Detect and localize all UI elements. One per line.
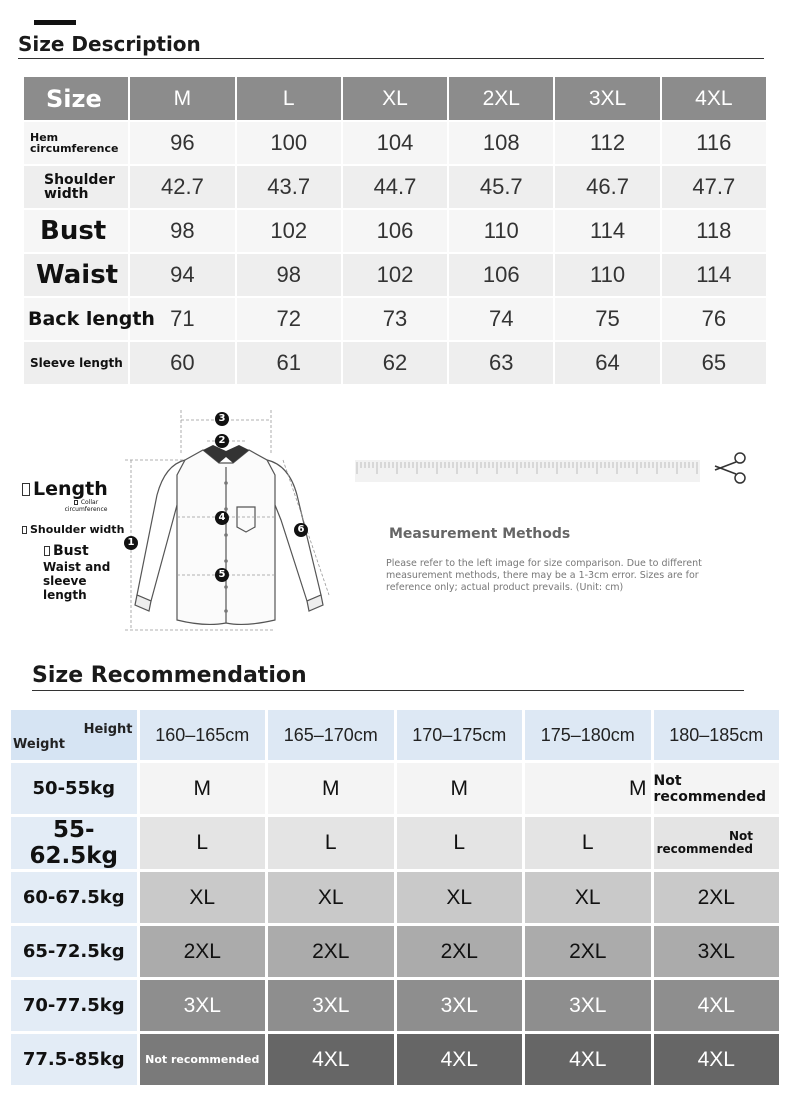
table-cell: 44.7 — [343, 166, 447, 208]
recommendation-cell: XL — [268, 872, 394, 923]
size-recommendation-title: Size Recommendation — [32, 663, 307, 688]
recommendation-cell: M — [525, 763, 651, 814]
marker-5: 5 — [215, 568, 229, 582]
recommendation-cell: 3XL — [397, 980, 523, 1031]
table-row — [24, 166, 766, 208]
size-col-header: L — [237, 77, 341, 120]
table-row — [24, 342, 766, 384]
table-cell: 110 — [555, 254, 659, 296]
table-cell: 61 — [237, 342, 341, 384]
table-cell: 104 — [343, 122, 447, 164]
corner-weight-label: Weight — [13, 737, 65, 752]
row-header-hem: Hem circumference — [24, 122, 128, 164]
legend-collar: Collar circumference — [64, 499, 108, 513]
table-cell: 118 — [662, 210, 766, 252]
table-cell: 106 — [343, 210, 447, 252]
table-row — [24, 254, 766, 296]
recommendation-cell: 2XL — [525, 926, 651, 977]
weight-row-header: 50-55kg — [11, 763, 137, 814]
measurement-methods-text: Please refer to the left image for size comparison. Due to different measurement methods, there may be a 1-3cm error. Sizes are for reference only; actual product prevails. (Unit: cm) — [386, 558, 702, 593]
table-row — [11, 926, 779, 977]
row-header-sleeve: Sleeve length — [24, 342, 128, 384]
marker-6: 6 — [294, 523, 308, 537]
table-cell: 63 — [449, 342, 553, 384]
legend-box-icon — [74, 500, 78, 505]
recommendation-cell: 3XL — [525, 980, 651, 1031]
height-col-header: 160–165cm — [140, 710, 266, 760]
table-cell: 114 — [555, 210, 659, 252]
marker-4: 4 — [215, 511, 229, 525]
corner-height-label: Height — [83, 722, 133, 737]
recommendation-cell: XL — [397, 872, 523, 923]
table-cell: 72 — [237, 298, 341, 340]
table-cell: 42.7 — [130, 166, 234, 208]
recommendation-cell: Not recommended — [654, 763, 780, 814]
row-header-shoulder: Shoulder width — [24, 166, 128, 208]
height-col-header: 170–175cm — [397, 710, 523, 760]
table-cell: 108 — [449, 122, 553, 164]
table-cell: 116 — [662, 122, 766, 164]
size-col-header: 2XL — [449, 77, 553, 120]
table-cell: 110 — [449, 210, 553, 252]
table-cell: 64 — [555, 342, 659, 384]
table-cell: 71 — [130, 298, 234, 340]
size-recommendation-table — [8, 707, 782, 1088]
size-col-header: M — [130, 77, 234, 120]
legend-box-icon — [22, 483, 30, 496]
legend-waist-sleeve: Waist and sleeve length — [43, 560, 111, 602]
recommendation-cell: 4XL — [268, 1034, 394, 1085]
marker-2: 2 — [215, 434, 229, 448]
left-cuff-shape — [135, 595, 151, 611]
decorative-bar — [34, 20, 76, 25]
recommendation-cell: 2XL — [654, 872, 780, 923]
recommendation-cell: 4XL — [397, 1034, 523, 1085]
legend-length: Length — [22, 478, 108, 500]
recommendation-cell: 4XL — [525, 1034, 651, 1085]
tape-body — [355, 460, 700, 482]
measurement-methods-title: Measurement Methods — [389, 526, 571, 542]
legend-shoulder: Shoulder width — [22, 523, 124, 536]
table-cell: 45.7 — [449, 166, 553, 208]
table-cell: 100 — [237, 122, 341, 164]
table-cell: 73 — [343, 298, 447, 340]
table-cell: 114 — [662, 254, 766, 296]
recommendation-cell: XL — [140, 872, 266, 923]
recommendation-cell: Not recommended — [654, 817, 780, 869]
recommendation-cell: Not recommended — [140, 1034, 266, 1085]
recommendation-cell: 3XL — [268, 980, 394, 1031]
table-cell: 46.7 — [555, 166, 659, 208]
table-cell: 98 — [130, 210, 234, 252]
table-row — [11, 1034, 779, 1085]
table-cell: 43.7 — [237, 166, 341, 208]
height-header-row — [11, 710, 779, 760]
table-cell: 76 — [662, 298, 766, 340]
table-cell: 65 — [662, 342, 766, 384]
recommendation-cell: 2XL — [397, 926, 523, 977]
weight-row-header: 70-77.5kg — [11, 980, 137, 1031]
table-cell: 112 — [555, 122, 659, 164]
height-col-header: 165–170cm — [268, 710, 394, 760]
recommendation-cell: 4XL — [654, 1034, 780, 1085]
row-header-waist: Waist — [24, 254, 128, 296]
size-description-table — [22, 75, 768, 386]
legend-box-icon — [44, 546, 50, 556]
table-row — [11, 980, 779, 1031]
recommendation-cell: 2XL — [268, 926, 394, 977]
table-cell: 74 — [449, 298, 553, 340]
recommendation-cell: 2XL — [140, 926, 266, 977]
table-cell: 62 — [343, 342, 447, 384]
size-header-label: Size — [24, 77, 128, 120]
row-header-bust: Bust — [24, 210, 128, 252]
size-col-header: 4XL — [662, 77, 766, 120]
table-cell: 102 — [237, 210, 341, 252]
title-underline — [18, 58, 764, 59]
recommendation-cell: 4XL — [654, 980, 780, 1031]
legend-bust: Bust — [44, 543, 89, 559]
size-col-header: 3XL — [555, 77, 659, 120]
height-col-header: 180–185cm — [654, 710, 780, 760]
table-cell: 102 — [343, 254, 447, 296]
row-header-back-length: Back length — [24, 298, 128, 340]
table-row — [24, 298, 766, 340]
table-cell: 98 — [237, 254, 341, 296]
table-row — [24, 122, 766, 164]
table-cell: 106 — [449, 254, 553, 296]
weight-row-header: 55-62.5kg — [11, 817, 137, 869]
table-cell: 75 — [555, 298, 659, 340]
weight-row-header: 60-67.5kg — [11, 872, 137, 923]
weight-row-header: 77.5-85kg — [11, 1034, 137, 1085]
scissors-icon — [715, 453, 745, 483]
size-header-row — [24, 77, 766, 120]
size-col-header: XL — [343, 77, 447, 120]
recommendation-cell: M — [140, 763, 266, 814]
recommendation-cell: L — [268, 817, 394, 869]
marker-1: 1 — [124, 536, 138, 550]
table-cell: 47.7 — [662, 166, 766, 208]
table-row — [11, 817, 779, 869]
recommendation-cell: 3XL — [654, 926, 780, 977]
table-row — [11, 763, 779, 814]
title-underline — [32, 690, 744, 691]
corner-header — [11, 710, 137, 760]
tape-measure-graphic — [355, 450, 760, 490]
table-cell: 96 — [130, 122, 234, 164]
table-cell: 94 — [130, 254, 234, 296]
table-row — [24, 210, 766, 252]
marker-3: 3 — [215, 412, 229, 426]
right-cuff-shape — [307, 595, 323, 611]
recommendation-cell: XL — [525, 872, 651, 923]
recommendation-cell: L — [140, 817, 266, 869]
table-cell: 60 — [130, 342, 234, 384]
recommendation-cell: M — [268, 763, 394, 814]
weight-row-header: 65-72.5kg — [11, 926, 137, 977]
recommendation-cell: M — [397, 763, 523, 814]
size-description-title: Size Description — [18, 32, 201, 56]
recommendation-cell: L — [397, 817, 523, 869]
recommendation-cell: L — [525, 817, 651, 869]
table-row — [11, 872, 779, 923]
shirt-measurement-diagram — [115, 405, 355, 637]
recommendation-cell: 3XL — [140, 980, 266, 1031]
height-col-header: 175–180cm — [525, 710, 651, 760]
legend-box-icon — [22, 526, 27, 534]
